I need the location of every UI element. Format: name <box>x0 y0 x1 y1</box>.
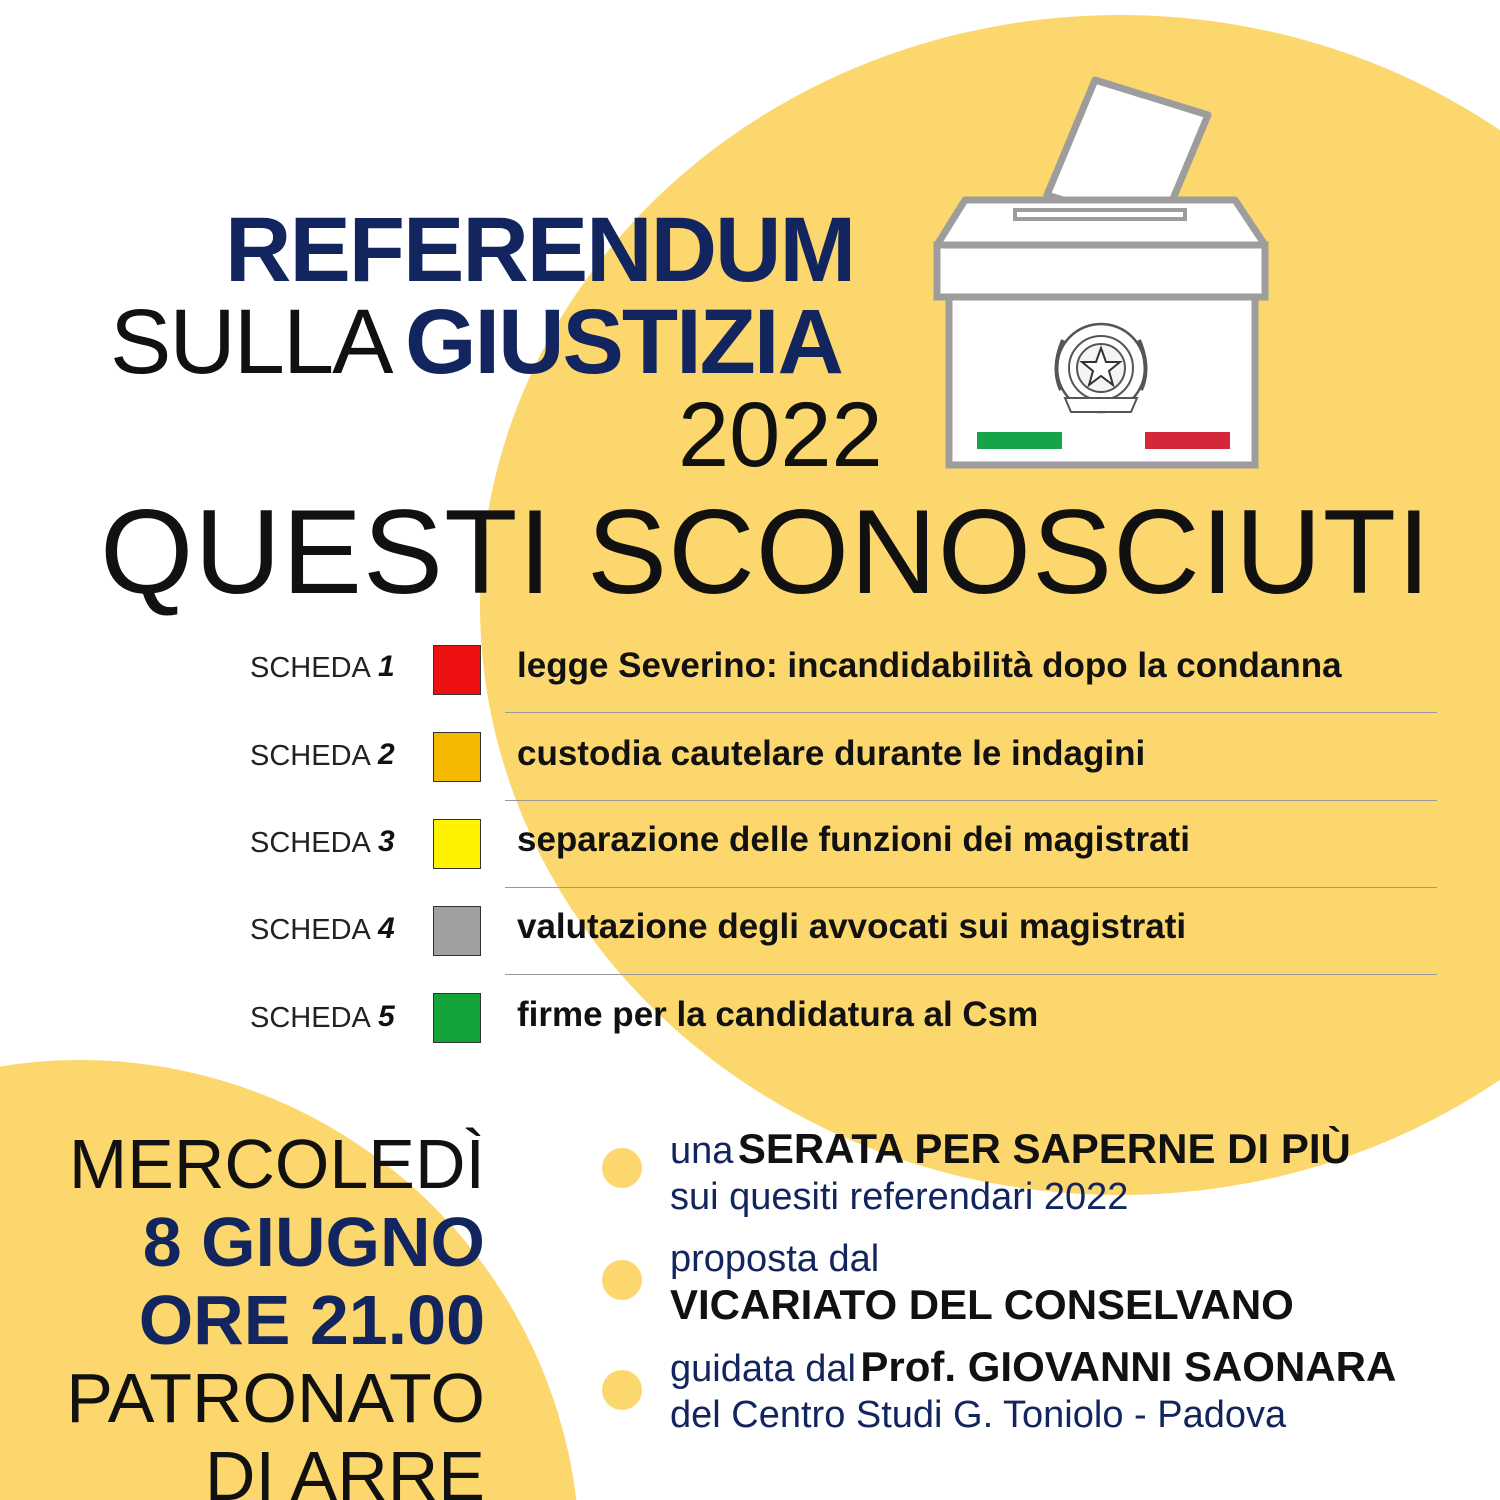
scheda-question: legge Severino: incandidabilità dopo la condanna <box>517 646 1342 685</box>
event-place-line1: PATRONATO <box>66 1359 485 1437</box>
info-prefix: una <box>670 1130 734 1172</box>
event-day: MERCOLEDÌ <box>68 1125 485 1203</box>
scheda-row <box>0 640 1500 720</box>
scheda-number: 4 <box>378 912 395 945</box>
scheda-question: firme per la candidatura al Csm <box>517 995 1039 1034</box>
info-item-relatore <box>670 1344 1396 1438</box>
bullet-dot <box>602 1370 642 1410</box>
flag-red-bar <box>1145 432 1230 449</box>
ballot-box-icon <box>925 70 1285 480</box>
flag-green-bar <box>977 432 1062 449</box>
scheda-label: SCHEDA <box>250 827 371 859</box>
info-bold: Prof. GIOVANNI SAONARA <box>860 1343 1397 1390</box>
scheda-number: 5 <box>378 1000 395 1033</box>
scheda-row <box>0 990 1500 1070</box>
info-bold: VICARIATO DEL CONSELVANO <box>670 1281 1294 1328</box>
scheda-question: valutazione degli avvocati sui magistrati <box>517 907 1187 946</box>
subtitle-questi-sconosciuti: QUESTI SCONOSCIUTI <box>100 485 1432 619</box>
scheda-color-swatch <box>433 819 481 869</box>
title-year: 2022 <box>678 384 883 486</box>
row-divider <box>505 712 1437 713</box>
scheda-number: 2 <box>378 738 395 771</box>
info-line: proposta dal <box>670 1238 880 1280</box>
scheda-color-swatch <box>433 645 481 695</box>
scheda-number: 3 <box>378 825 395 858</box>
row-divider <box>505 887 1437 888</box>
scheda-color-swatch <box>433 906 481 956</box>
scheda-row <box>0 815 1500 895</box>
row-divider <box>505 974 1437 975</box>
title-referendum: REFERENDUM <box>225 199 855 301</box>
info-line: del Centro Studi G. Toniolo - Padova <box>670 1394 1287 1436</box>
scheda-number: 1 <box>378 650 395 683</box>
info-item-serata <box>670 1126 1351 1220</box>
row-divider <box>505 800 1437 801</box>
event-date: 8 GIUGNO <box>142 1203 485 1281</box>
info-bold: SERATA PER SAPERNE DI PIÙ <box>737 1125 1351 1172</box>
info-item-vicariato <box>670 1236 1294 1328</box>
title-giustizia: GIUSTIZIA <box>405 291 842 393</box>
info-line: sui quesiti referendari 2022 <box>670 1176 1129 1218</box>
event-time: ORE 21.00 <box>138 1281 485 1359</box>
event-place-line2: DI ARRE <box>204 1437 485 1500</box>
scheda-row <box>0 728 1500 808</box>
scheda-label: SCHEDA <box>250 914 371 946</box>
bullet-dot <box>602 1148 642 1188</box>
scheda-label: SCHEDA <box>250 740 371 772</box>
event-details <box>66 1125 485 1500</box>
scheda-row <box>0 902 1500 982</box>
bullet-dot <box>602 1260 642 1300</box>
info-prefix: guidata dal <box>670 1348 856 1390</box>
scheda-label: SCHEDA <box>250 1002 371 1034</box>
title-sulla: SULLA <box>110 291 392 393</box>
scheda-label: SCHEDA <box>250 652 371 684</box>
scheda-question: separazione delle funzioni dei magistrati <box>517 820 1190 859</box>
scheda-color-swatch <box>433 732 481 782</box>
scheda-question: custodia cautelare durante le indagini <box>517 734 1146 773</box>
scheda-color-swatch <box>433 993 481 1043</box>
